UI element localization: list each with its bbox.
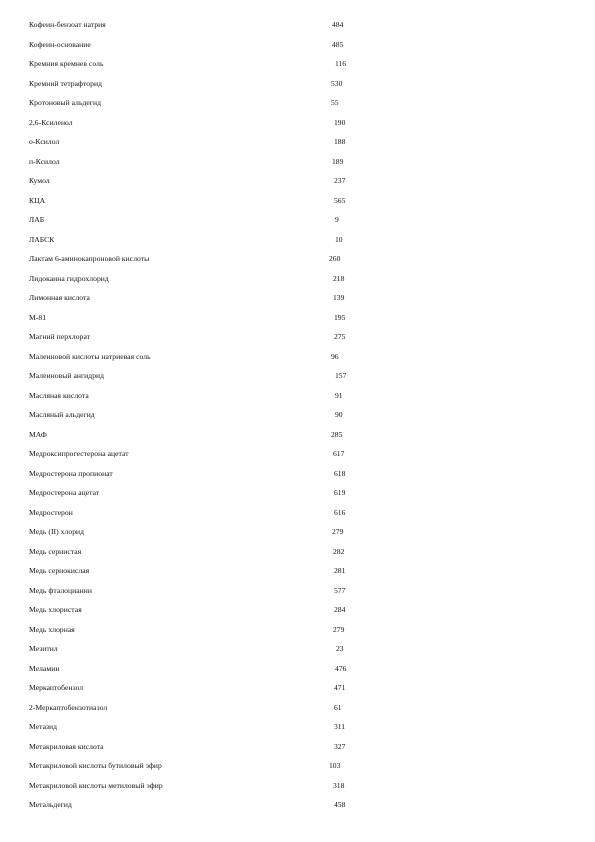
index-entry (29, 18, 369, 32)
index-entry (29, 408, 369, 422)
entry-name: Меламин (29, 663, 60, 673)
index-entry (29, 603, 369, 617)
entry-number: 116 (335, 59, 347, 68)
index-entry (29, 233, 369, 247)
entry-name: Кумол (29, 176, 50, 185)
entry-name: Малеиновой кислоты натриевая соль (29, 351, 151, 361)
entry-name: Медь (II) хлорид (29, 527, 85, 536)
entry-number: 237 (334, 176, 346, 185)
entry-number: 577 (334, 585, 346, 595)
entry-number: 279 (333, 624, 345, 634)
entry-number: 616 (334, 507, 346, 517)
entry-name: Медь сернистая (29, 546, 82, 556)
index-entry (29, 720, 369, 734)
entry-number: 275 (334, 332, 346, 341)
index-entry (29, 311, 369, 325)
entry-number: 195 (334, 312, 346, 322)
index-entry (29, 740, 369, 754)
index-entry (29, 174, 369, 188)
index-entry (29, 525, 369, 539)
index-entry (29, 486, 369, 500)
entry-name: Малеиновый ангидрид (29, 371, 105, 380)
entry-name: Кремний тетрафторид (29, 78, 103, 88)
entry-number: 318 (333, 780, 345, 790)
index-entry (29, 135, 369, 149)
entry-name: Медь сернокислая (29, 566, 90, 575)
entry-name: ЛАБСК (29, 234, 55, 244)
entry-number: 284 (334, 605, 346, 614)
entry-name: МАФ (29, 429, 47, 439)
index-entry (29, 662, 369, 676)
entry-number: 282 (333, 546, 345, 556)
index-entry (29, 779, 369, 793)
index-entry (29, 623, 369, 637)
entry-number: 90 (335, 410, 343, 419)
entry-number: 484 (332, 20, 344, 29)
index-entry (29, 506, 369, 520)
entry-name: М-81 (29, 312, 47, 322)
entry-name: о-Ксилол (29, 137, 60, 146)
entry-number: 189 (332, 156, 344, 166)
entry-name: Метазид (29, 722, 58, 731)
entry-name: Метальдегид (29, 800, 72, 809)
index-entry (29, 545, 369, 559)
entry-number: 61 (334, 702, 342, 712)
entry-name: Кротоновый альдегид (29, 98, 102, 107)
entry-name: Лидокаина гидрохлорид (29, 273, 109, 283)
index-entry (29, 57, 369, 71)
index-entry (29, 213, 369, 227)
entry-name: 2,6-Ксиленол (29, 117, 73, 127)
entry-number: 485 (332, 39, 344, 49)
entry-name: Медроксипрогестерона ацетат (29, 449, 129, 458)
entry-number: 10 (335, 234, 343, 244)
entry-number: 260 (329, 254, 341, 263)
index-entry (29, 447, 369, 461)
entry-number: 279 (332, 527, 344, 536)
index-entry (29, 467, 369, 481)
entry-name: Лактам 6-аминокапроновой кислоты (29, 254, 150, 263)
entry-number: 55 (331, 98, 339, 107)
index-entry (29, 252, 369, 266)
entry-number: 617 (333, 449, 345, 458)
entry-name: Метакриловой кислоты метиловый эфир (29, 780, 163, 790)
entry-number: 565 (334, 195, 346, 205)
entry-number: 23 (336, 644, 344, 653)
entry-name: Масляный альдегид (29, 410, 95, 419)
entry-name: 2-Меркаптобензотиазол (29, 702, 108, 712)
entry-name: Медростерона ацетат (29, 488, 100, 497)
entry-number: 188 (334, 137, 346, 146)
entry-number: 530 (331, 78, 343, 88)
entry-number: 285 (331, 429, 343, 439)
index-entry (29, 330, 369, 344)
entry-number: 139 (333, 293, 345, 302)
entry-number: 458 (334, 800, 346, 809)
entry-number: 476 (335, 663, 347, 673)
index-entry (29, 38, 369, 52)
entry-name: Медь фталоцианин (29, 585, 92, 595)
entry-name: Медь хлорная (29, 624, 75, 634)
index-entry (29, 291, 369, 305)
entry-number: 618 (334, 468, 346, 478)
index-entry (29, 369, 369, 383)
entry-name: Кофеин-основание (29, 39, 91, 49)
index-entry (29, 194, 369, 208)
entry-name: Метакриловая кислота (29, 741, 104, 751)
index-entry (29, 759, 369, 773)
entry-number: 311 (334, 722, 346, 731)
entry-name: Магний перхлорат (29, 332, 91, 341)
entry-number: 327 (334, 741, 346, 751)
entry-name: КЦА (29, 195, 46, 205)
entry-name: Масляная кислота (29, 390, 89, 400)
entry-name: Метакриловой кислоты бутиловый эфир (29, 761, 162, 770)
entry-name: Медь хлористая (29, 605, 82, 614)
entry-name: п-Ксилол (29, 156, 60, 166)
index-entry (29, 681, 369, 695)
entry-number: 281 (334, 566, 346, 575)
entry-name: Кофеин-бензоат натрия (29, 20, 106, 29)
entry-name: ЛАБ (29, 215, 45, 224)
index-entry (29, 584, 369, 598)
entry-number: 619 (334, 488, 346, 497)
index-entry (29, 564, 369, 578)
entry-name: Медростерона пропионат (29, 468, 113, 478)
entry-number: 96 (331, 351, 339, 361)
entry-number: 103 (329, 761, 341, 770)
index-entry (29, 96, 369, 110)
index-entry (29, 798, 369, 812)
index-entry (29, 428, 369, 442)
index-entry (29, 389, 369, 403)
index-entry (29, 642, 369, 656)
entry-name: Мезитил (29, 644, 58, 653)
entry-name: Медростерон (29, 507, 73, 517)
index-entry (29, 272, 369, 286)
entry-number: 157 (335, 371, 347, 380)
index-entry (29, 701, 369, 715)
index-entry (29, 77, 369, 91)
index-entry (29, 116, 369, 130)
entry-name: Лимонная кислота (29, 293, 90, 302)
entry-number: 190 (334, 117, 346, 127)
index-entry (29, 155, 369, 169)
entry-number: 471 (334, 683, 346, 692)
entry-number: 218 (333, 273, 345, 283)
index-entry (29, 350, 369, 364)
entry-number: 9 (335, 215, 339, 224)
entry-name: Кремния кремнев соль (29, 59, 104, 68)
entry-name: Меркаптобензол (29, 683, 84, 692)
entry-number: 91 (335, 390, 343, 400)
